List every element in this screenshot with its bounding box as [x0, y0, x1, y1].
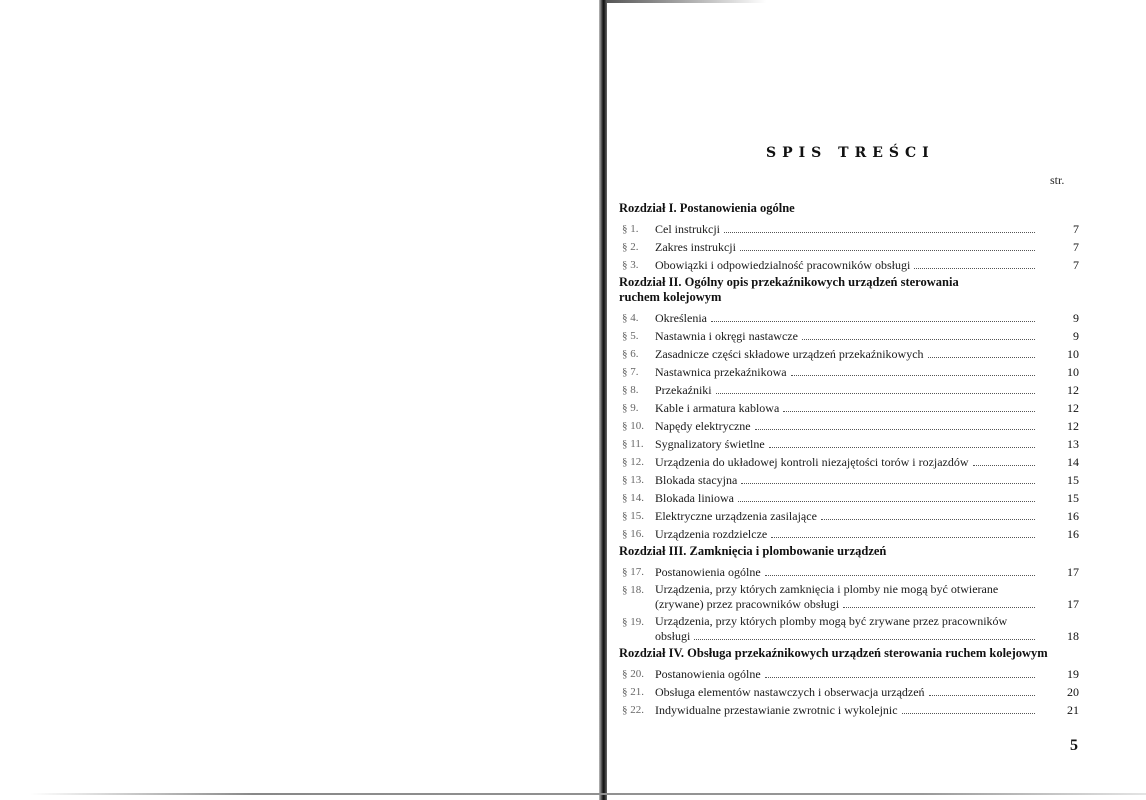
entry-page: 16 — [1067, 527, 1079, 541]
entry-title: Napędy elektryczne — [655, 419, 751, 433]
entry-title: Zasadnicze części składowe urządzeń przekaźnikowych — [655, 347, 924, 361]
dot-leader — [929, 695, 1035, 696]
paragraph-number: § 14. — [622, 492, 644, 504]
chapter-heading — [619, 544, 1079, 559]
entry-page: 15 — [1067, 473, 1079, 487]
dot-leader — [740, 250, 1035, 251]
paragraph-number: § 17. — [622, 566, 644, 578]
chapter-heading-text: Rozdział III. Zamknięcia i plombowanie urządzeń — [619, 544, 887, 558]
entry-page: 9 — [1073, 329, 1079, 343]
entry-title: Nastawnia i okręgi nastawcze — [655, 329, 798, 343]
toc-entry — [619, 452, 1079, 470]
toc-entry — [619, 362, 1079, 380]
entry-title: Zakres instrukcji — [655, 240, 736, 254]
scan-edge-bottom — [30, 793, 1146, 795]
entry-page: 7 — [1073, 240, 1079, 254]
toc-entry — [619, 255, 1079, 273]
entry-page: 12 — [1067, 383, 1079, 397]
chapter-heading-text: Rozdział II. Ogólny opis przekaźnikowych urządzeń sterowania — [619, 275, 959, 289]
entry-page: 12 — [1067, 419, 1079, 433]
chapter-heading-text: Rozdział I. Postanowienia ogólne — [619, 201, 795, 215]
paragraph-number: § 7. — [622, 366, 639, 378]
entry-page: 19 — [1067, 667, 1079, 681]
entry-title: Urządzenia do układowej kontroli niezajętości torów i rozjazdów — [655, 455, 969, 469]
paragraph-number: § 11. — [622, 438, 644, 450]
toc-entry — [619, 470, 1079, 488]
entry-title: Sygnalizatory świetlne — [655, 437, 765, 451]
toc-entry — [619, 308, 1079, 326]
dot-leader — [716, 393, 1035, 394]
entry-title: Nastawnica przekaźnikowa — [655, 365, 787, 379]
entry-page: 21 — [1067, 703, 1079, 717]
entry-title: Urządzenia, przy których plomby mogą być zrywane przez pracowników — [655, 614, 1008, 628]
entry-title: Postanowienia ogólne — [655, 565, 761, 579]
entry-page: 10 — [1067, 365, 1079, 379]
toc-entry — [619, 416, 1079, 434]
toc-entry — [619, 682, 1079, 700]
paragraph-number: § 15. — [622, 510, 644, 522]
entry-page: 20 — [1067, 685, 1079, 699]
entry-page: 17 — [1067, 597, 1079, 611]
dot-leader — [973, 465, 1035, 466]
entry-page: 17 — [1067, 565, 1079, 579]
toc-title: SPIS TREŚCI — [766, 145, 935, 161]
entry-title: Elektryczne urządzenia zasilające — [655, 509, 817, 523]
entry-title: Cel instrukcji — [655, 222, 720, 236]
entry-title: Indywidualne przestawianie zwrotnic i wykolejnic — [655, 703, 898, 717]
chapter-heading — [619, 646, 1079, 661]
dot-leader — [843, 607, 1035, 608]
page-number: 5 — [1070, 737, 1078, 754]
chapter-heading — [619, 275, 1079, 305]
entry-page: 14 — [1067, 455, 1079, 469]
entry-page: 16 — [1067, 509, 1079, 523]
paragraph-number: § 3. — [622, 259, 639, 271]
entry-page: 9 — [1073, 311, 1079, 325]
entry-title: Blokada liniowa — [655, 491, 734, 505]
entry-title: Obowiązki i odpowiedzialność pracowników obsługi — [655, 258, 911, 272]
entry-page: 10 — [1067, 347, 1079, 361]
dot-leader — [755, 429, 1035, 430]
dot-leader — [738, 501, 1035, 502]
paragraph-number: § 18. — [622, 584, 644, 596]
dot-leader — [769, 447, 1035, 448]
dot-leader — [711, 321, 1035, 322]
entry-title: Przekaźniki — [655, 383, 712, 397]
dot-leader — [821, 519, 1035, 520]
entry-page: 12 — [1067, 401, 1079, 415]
toc-entry — [619, 398, 1079, 416]
entry-title: Kable i armatura kablowa — [655, 401, 780, 415]
chapter-heading-text: Rozdział IV. Obsługa przekaźnikowych urządzeń sterowania ruchem kolejowym — [619, 646, 1048, 660]
toc-entry — [619, 524, 1079, 542]
paragraph-number: § 1. — [622, 223, 639, 235]
chapter-heading — [619, 201, 1079, 216]
paragraph-number: § 4. — [622, 312, 639, 324]
entry-page: 13 — [1067, 437, 1079, 451]
paragraph-number: § 2. — [622, 241, 639, 253]
toc-entry — [619, 612, 1079, 644]
toc-entry — [619, 488, 1079, 506]
entry-title: Blokada stacyjna — [655, 473, 738, 487]
dot-leader — [765, 575, 1035, 576]
toc-entry — [619, 219, 1079, 237]
toc-entry — [619, 326, 1079, 344]
entry-page: 15 — [1067, 491, 1079, 505]
dot-leader — [914, 268, 1035, 269]
toc-entry — [619, 580, 1079, 612]
toc-entry — [619, 664, 1079, 682]
toc-entry — [619, 237, 1079, 255]
toc-entry — [619, 380, 1079, 398]
entry-title: Postanowienia ogólne — [655, 667, 761, 681]
dot-leader — [802, 339, 1035, 340]
paragraph-number: § 9. — [622, 402, 639, 414]
paragraph-number: § 6. — [622, 348, 639, 360]
scan-edge-top — [606, 0, 766, 3]
paragraph-number: § 13. — [622, 474, 644, 486]
paragraph-number: § 8. — [622, 384, 639, 396]
entry-title: Urządzenia rozdzielcze — [655, 527, 768, 541]
book-gutter — [599, 0, 607, 800]
dot-leader — [791, 375, 1035, 376]
paragraph-number: § 5. — [622, 330, 639, 342]
table-of-contents — [619, 199, 1079, 718]
paragraph-number: § 21. — [622, 686, 644, 698]
entry-title: Określenia — [655, 311, 707, 325]
dot-leader — [694, 639, 1035, 640]
dot-leader — [741, 483, 1035, 484]
page-column-label: str. — [1050, 173, 1065, 187]
dot-leader — [902, 713, 1035, 714]
entry-page: 7 — [1073, 258, 1079, 272]
paragraph-number: § 19. — [622, 616, 644, 628]
entry-title-continued: obsługi — [655, 629, 691, 643]
entry-title: Urządzenia, przy których zamknięcia i plomby nie mogą być otwierane — [655, 582, 999, 596]
dot-leader — [771, 537, 1035, 538]
entry-title-continued: (zrywane) przez pracowników obsługi — [655, 597, 840, 611]
chapter-heading-text-continued: ruchem kolejowym — [619, 290, 722, 304]
toc-entry — [619, 344, 1079, 362]
paragraph-number: § 12. — [622, 456, 644, 468]
dot-leader — [765, 677, 1035, 678]
paragraph-number: § 10. — [622, 420, 644, 432]
dot-leader — [928, 357, 1035, 358]
entry-page: 7 — [1073, 222, 1079, 236]
paragraph-number: § 22. — [622, 704, 644, 716]
dot-leader — [783, 411, 1035, 412]
entry-page: 18 — [1067, 629, 1079, 643]
toc-entry — [619, 562, 1079, 580]
toc-entry — [619, 700, 1079, 718]
entry-title: Obsługa elementów nastawczych i obserwacja urządzeń — [655, 685, 925, 699]
dot-leader — [724, 232, 1035, 233]
paragraph-number: § 20. — [622, 668, 644, 680]
toc-entry — [619, 434, 1079, 452]
paragraph-number: § 16. — [622, 528, 644, 540]
toc-entry — [619, 506, 1079, 524]
